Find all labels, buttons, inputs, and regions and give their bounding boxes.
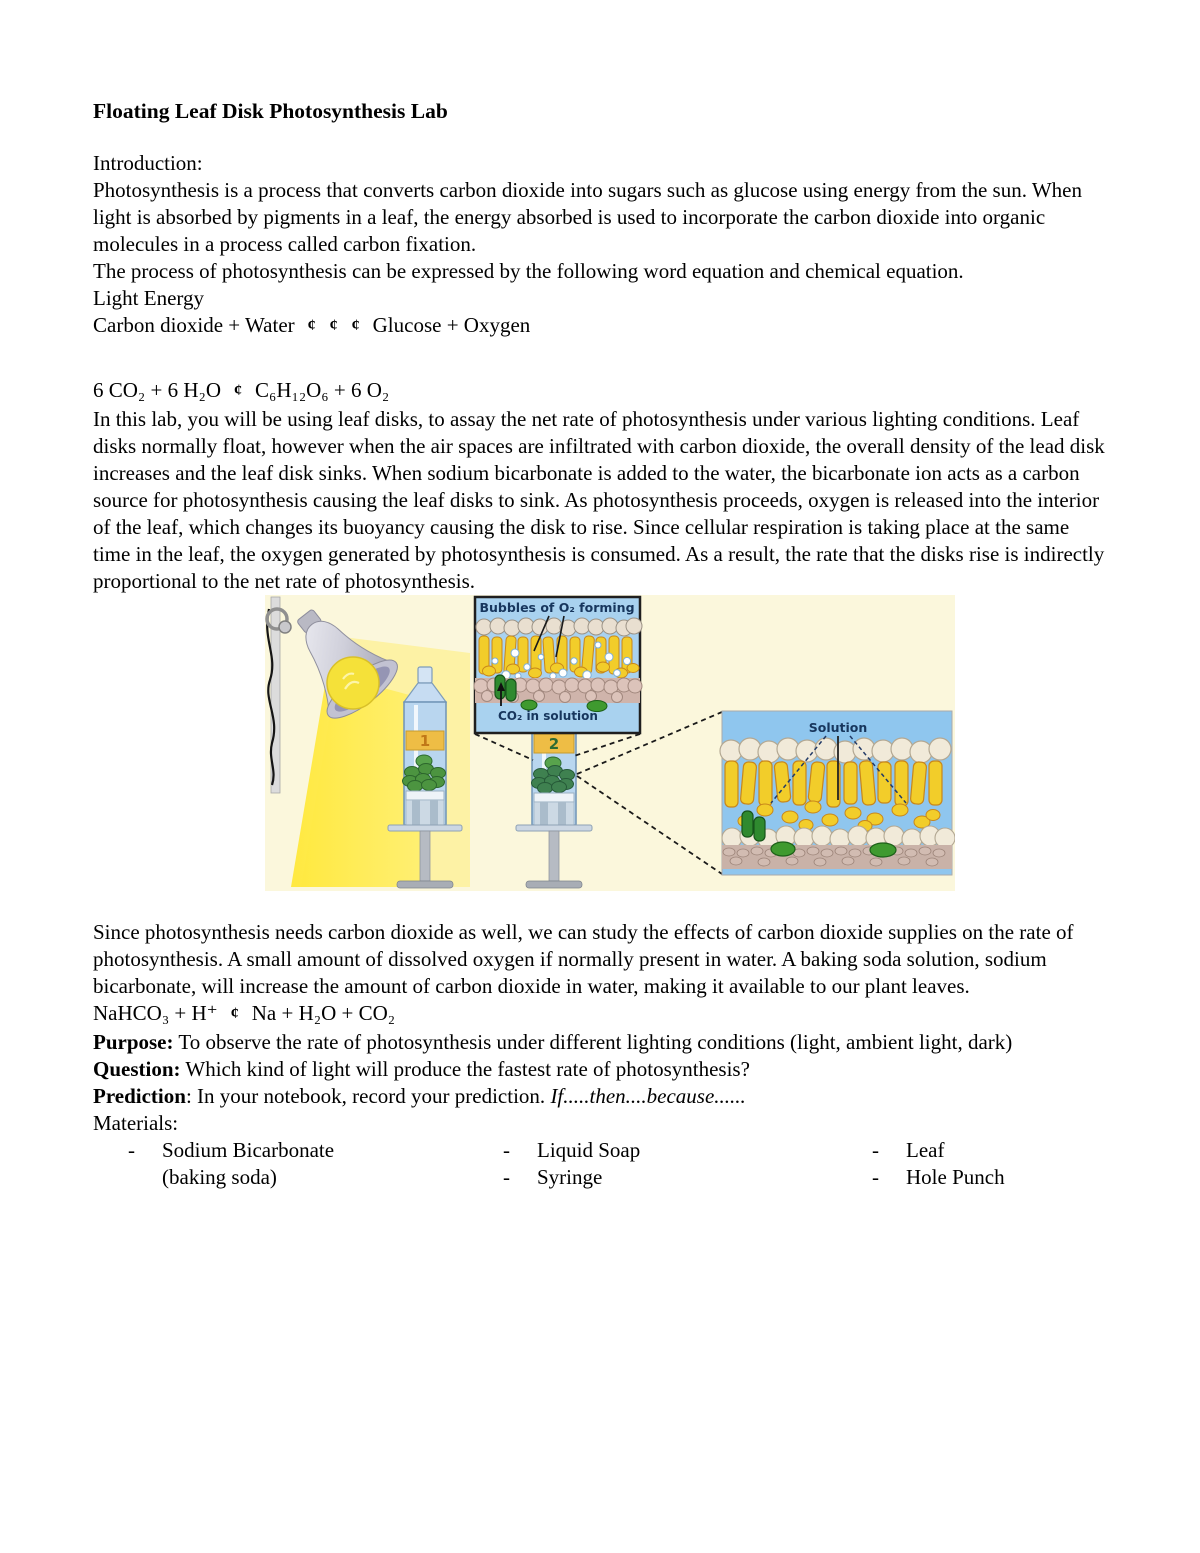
bullet-dash: -: [503, 1138, 510, 1162]
leaf-disk-cluster: [532, 766, 575, 794]
prediction-label: Prediction: [93, 1084, 186, 1108]
light-energy-label: Light Energy: [93, 286, 205, 310]
prediction-hint: If.....then....because......: [550, 1084, 746, 1108]
purpose-line: [93, 1029, 1106, 1056]
prediction-text: : In your notebook, record your prediction.: [185, 1084, 551, 1108]
lab-setup-illustration: [265, 595, 955, 891]
question-text: Which kind of light will produce the fastest rate of photosynthesis?: [180, 1057, 750, 1081]
chloroplast-cell: [506, 679, 516, 701]
chemical-equation-lhs: 6 CO₂ + 6 H₂O: [93, 378, 221, 402]
question-label: Question:: [93, 1057, 181, 1081]
syringe-2-plunger-rib: [540, 802, 548, 825]
syringe-1-flange: [388, 825, 462, 831]
syringe-2-plunger-rib: [558, 802, 566, 825]
leaf-disk-cluster: [403, 764, 446, 792]
word-equation-block: [93, 285, 1106, 341]
paragraph-lab-description: In this lab, you will be using leaf disks, to assay the net rate of photosynthesis under various lighting conditions. Leaf disks normally float, however when the air spaces are infiltrated with carbon dioxide, the overall density of the lead disk increases and the leaf disk sinks. When sodium bicarbonate is added to the water, the bicarbonate ion acts as a carbon source for photosynthesis causing the leaf disks to sink. As photosynthesis proceeds, oxygen is released into the interior of the leaf, which changes its buoyancy causing the disk to rise. Since cellular respiration is taking place at the same time in the leaf, the oxygen generated by photosynthesis is consumed. As a result, the rate that the disks rise is indirectly proportional to the net rate of photosynthesis.: [93, 407, 1105, 593]
bullet-dash: -: [872, 1165, 879, 1189]
bicarbonate-equation: [93, 1000, 1106, 1029]
word-equation: [93, 312, 1106, 341]
bullet-dash: -: [872, 1138, 879, 1162]
lamp-clamp-knob: [279, 621, 291, 633]
materials-heading: Materials:: [93, 1111, 179, 1135]
syringe-1-plunger-rod: [420, 831, 430, 881]
materials-column-1: [128, 1137, 334, 1191]
chloroplast: [870, 843, 896, 857]
question-line: [93, 1056, 1106, 1083]
syringe-2-plunger-base: [526, 881, 582, 888]
syringe-2-plunger-seal: [534, 793, 574, 802]
reaction-arrow-glyphs: ¢ ¢ ¢: [307, 317, 360, 334]
document-title: Floating Leaf Disk Photosynthesis Lab: [93, 99, 448, 123]
syringe-2-plunger-rod: [549, 831, 559, 881]
chemical-equation: [93, 377, 1106, 406]
syringe-2-flange: [516, 825, 592, 831]
syringe-1-plunger-rib: [412, 800, 420, 825]
syringe-1-number: 1: [419, 732, 431, 750]
paragraph-process: The process of photosynthesis can be expressed by the following word equation and chemical equation.: [93, 259, 964, 283]
prediction-line: [93, 1083, 1106, 1110]
syringe-1-tip: [418, 667, 432, 683]
list-item: [503, 1137, 640, 1164]
syringe-1-plunger-seal: [406, 791, 444, 800]
purpose-text: To observe the rate of photosynthesis under different lighting conditions (light, ambient light, dark): [173, 1030, 1013, 1054]
list-item: [128, 1164, 334, 1191]
chloroplast-cell: [754, 817, 765, 841]
reaction-arrow-glyph: ¢: [230, 1005, 239, 1022]
material-item: (baking soda): [162, 1165, 277, 1189]
chloroplast: [771, 842, 795, 856]
lab-setup-figure: [265, 595, 955, 891]
list-item: [503, 1164, 640, 1191]
syringe-1-plunger-body: [406, 800, 444, 825]
material-item: Hole Punch: [906, 1165, 1005, 1189]
material-item: Syringe: [537, 1165, 603, 1189]
syringe-2-number: 2: [548, 735, 560, 753]
materials-column-2: [503, 1137, 640, 1191]
introduction-heading: Introduction:: [93, 151, 203, 175]
bubbles-label: Bubbles of O₂ forming: [479, 600, 635, 615]
bicarbonate-equation-lhs: NaHCO₃ + H⁺: [93, 1001, 218, 1025]
word-equation-lhs: Carbon dioxide + Water: [93, 313, 295, 337]
solution-inset: [720, 711, 955, 875]
material-item: Leaf: [906, 1138, 945, 1162]
list-item: [128, 1137, 334, 1164]
list-item: [872, 1137, 1005, 1164]
paragraph-co2-study: Since photosynthesis needs carbon dioxide as well, we can study the effects of carbon dioxide supplies on the rate of photosynthesis. A small amount of dissolved oxygen if normally present in water. A baking soda solution, sodium bicarbonate, will increase the amount of carbon dioxide in water, making it available to our plant leaves.: [93, 920, 1074, 998]
reaction-arrow-glyph: ¢: [234, 382, 242, 399]
leaf-cross-section-inset: [474, 597, 642, 733]
syringe-1-plunger-rib: [430, 800, 438, 825]
co2-label: CO₂ in solution: [498, 709, 598, 723]
purpose-label: Purpose:: [93, 1030, 174, 1054]
paragraph-photosynthesis: Photosynthesis is a process that converts carbon dioxide into sugars such as glucose using energy from the sun. When light is absorbed by pigments in a leaf, the energy absorbed is used to incorporate the carbon dioxide into organic molecules in a process called carbon fixation.: [93, 178, 1082, 256]
list-item: [872, 1164, 1005, 1191]
bicarbonate-equation-rhs: Na + H₂O + CO₂: [251, 1001, 396, 1025]
material-item: Liquid Soap: [537, 1138, 641, 1162]
word-equation-rhs: Glucose + Oxygen: [372, 313, 531, 337]
bullet-dash: -: [128, 1138, 135, 1162]
solution-label: Solution: [808, 720, 868, 735]
syringe-1-plunger-base: [397, 881, 453, 888]
bullet-dash: -: [503, 1165, 510, 1189]
material-item: Sodium Bicarbonate: [162, 1138, 335, 1162]
bullet-spacer: [128, 1164, 162, 1191]
materials-list: [93, 1137, 1106, 1197]
chloroplast-cell: [742, 811, 753, 837]
chemical-equation-rhs: C₆H₁₂O₆ + 6 O₂: [255, 378, 390, 402]
materials-column-3: [872, 1137, 1005, 1191]
